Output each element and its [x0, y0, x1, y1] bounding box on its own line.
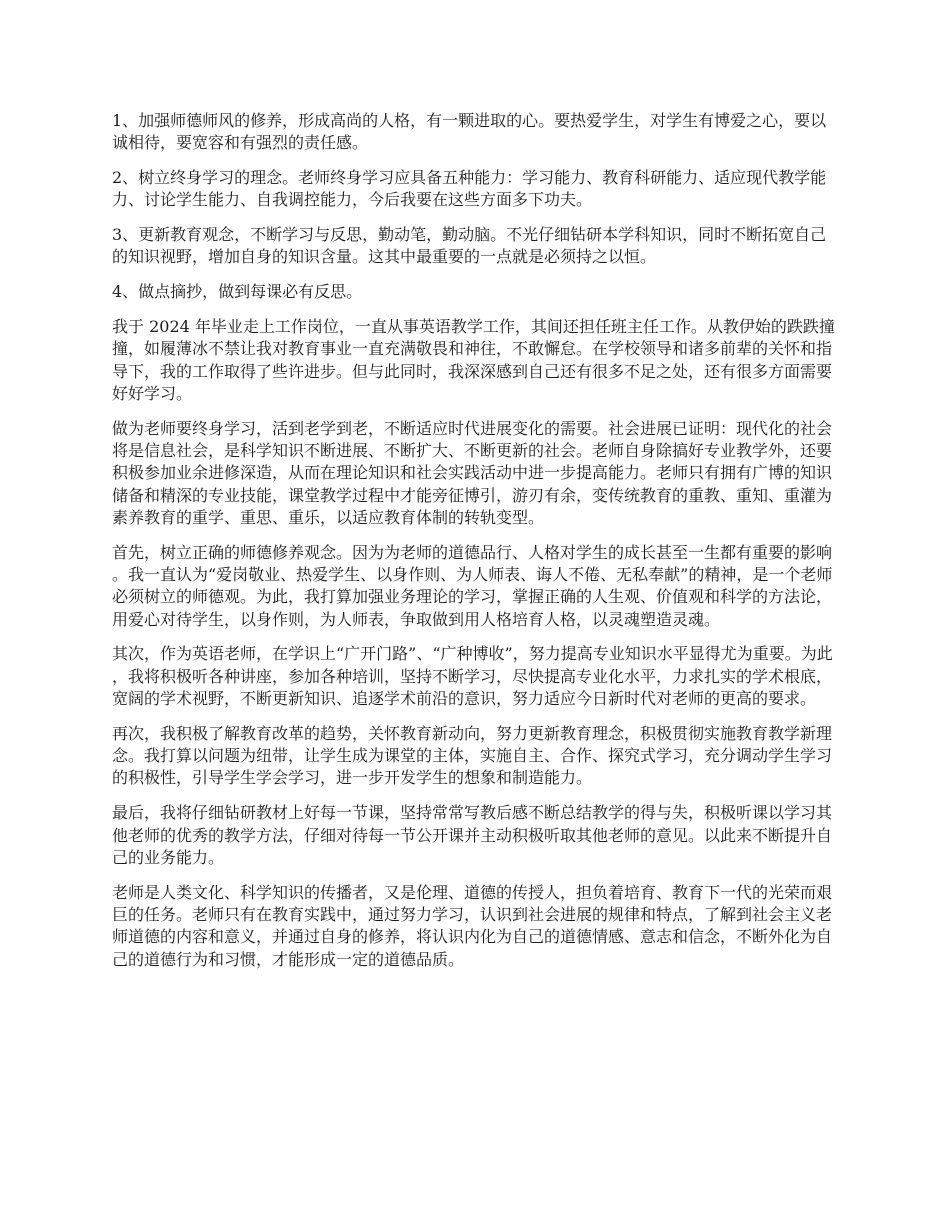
paragraph-3: 3、更新教育观念，不断学习与反思，勤动笔，勤动脑。不光仔细钻研本学科知识，同时不断拓宽自己的知识视野，增加自身的知识含量。这其中最重要的一点就是必须持之以恒。 — [112, 225, 827, 267]
document-body — [112, 110, 842, 983]
paragraph-8: 其次，作为英语老师，在学识上“广开门路”、“广种博收”，努力提高专业知识水平显得尤为重要。为此，我将积极听各种讲座，参加各种培训，坚持不断学习，尽快提高专业化水平，力求扎实的学术根底，宽阔的学术视野，不断更新知识、追逐学术前沿的意识，努力适应今日新时代对老师的更高的要求。 — [112, 644, 833, 709]
paragraph-4: 4、做点摘抄，做到每课必有反思。 — [112, 282, 363, 302]
paragraph-2: 2、树立终身学习的理念。老师终身学习应具备五种能力：学习能力、教育科研能力、适应现代教学能力、讨论学生能力、自我调控能力，今后我要在这些方面多下功夫。 — [112, 168, 827, 210]
paragraph-5: 我于 2024 年毕业走上工作岗位，一直从事英语教学工作，其间还担任班主任工作。从教伊始的跌跌撞撞，如履薄冰不禁让我对教育事业一直充满敬畏和神往，不敢懈怠。在学校领导和诸多前辈的关怀和指导下，我的工作取得了些许进步。但与此同时，我深深感到自己还有很多不足之处，还有很多方面需要好好学习。 — [112, 317, 835, 403]
paragraph-10: 最后，我将仔细钻研教材上好每一节课，坚持常常写教后感不断总结教学的得与失，积极听课以学习其他老师的优秀的教学方法，仔细对待每一节公开课并主动积极听取其他老师的意见。以此来不断提升自己的业务能力。 — [112, 803, 833, 867]
paragraph-1: 1、加强师德师风的修养，形成高尚的人格，有一颗进取的心。要热爱学生，对学生有博爱之心，要以诚相待，要宽容和有强烈的责任感。 — [112, 111, 827, 153]
paragraph-11: 老师是人类文化、科学知识的传播者，又是伦理、道德的传授人，担负着培育、教育下一代的光荣而艰巨的任务。老师只有在教育实践中，通过努力学习，认识到社会进展的规律和特点，了解到社会主义老师道德的内容和意义，并通过自身的修养，将认识内化为自己的道德情感、意志和信念，不断外化为自己的道德行为和习惯，才能形成一定的道德品质。 — [112, 882, 833, 969]
paragraph-9: 再次，我积极了解教育改革的趋势，关怀教育新动向，努力更新教育理念，积极贯彻实施教育教学新理念。我打算以问题为纽带，让学生成为课堂的主体，实施自主、合作、探究式学习，充分调动学生学习的积极性，引导学生学会学习，进一步开发学生的想象和制造能力。 — [112, 723, 833, 788]
paragraph-6: 做为老师要终身学习，活到老学到老，不断适应时代进展变化的需要。社会进展已证明：现代化的社会将是信息社会，是科学知识不断进展、不断扩大、不断更新的社会。老师自身除搞好专业教学外，还要积极参加业余进修深造，从而在理论知识和社会实践活动中进一步提高能力。老师只有拥有广博的知识储备和精深的专业技能，课堂教学过程中才能旁征博引，游刃有余，变传统教育的重教、重知、重灌为素养教育的重学、重思、重乐，以适应教育体制的转轨变型。 — [112, 418, 833, 527]
paragraph-7: 首先，树立正确的师德修养观念。因为为老师的道德品行、人格对学生的成长甚至一生都有重要的影响。我一直认为“爱岗敬业、热爱学生、以身作则、为人师表、诲人不倦、无私奉献”的精神，是一个老师必须树立的师德观。为此，我打算加强业务理论的学习，掌握正确的人生观、价值观和科学的方法论，用爱心对待学生，以身作则，为人师表，争取做到用人格培育人格，以灵魂塑造灵魂。 — [112, 542, 833, 629]
